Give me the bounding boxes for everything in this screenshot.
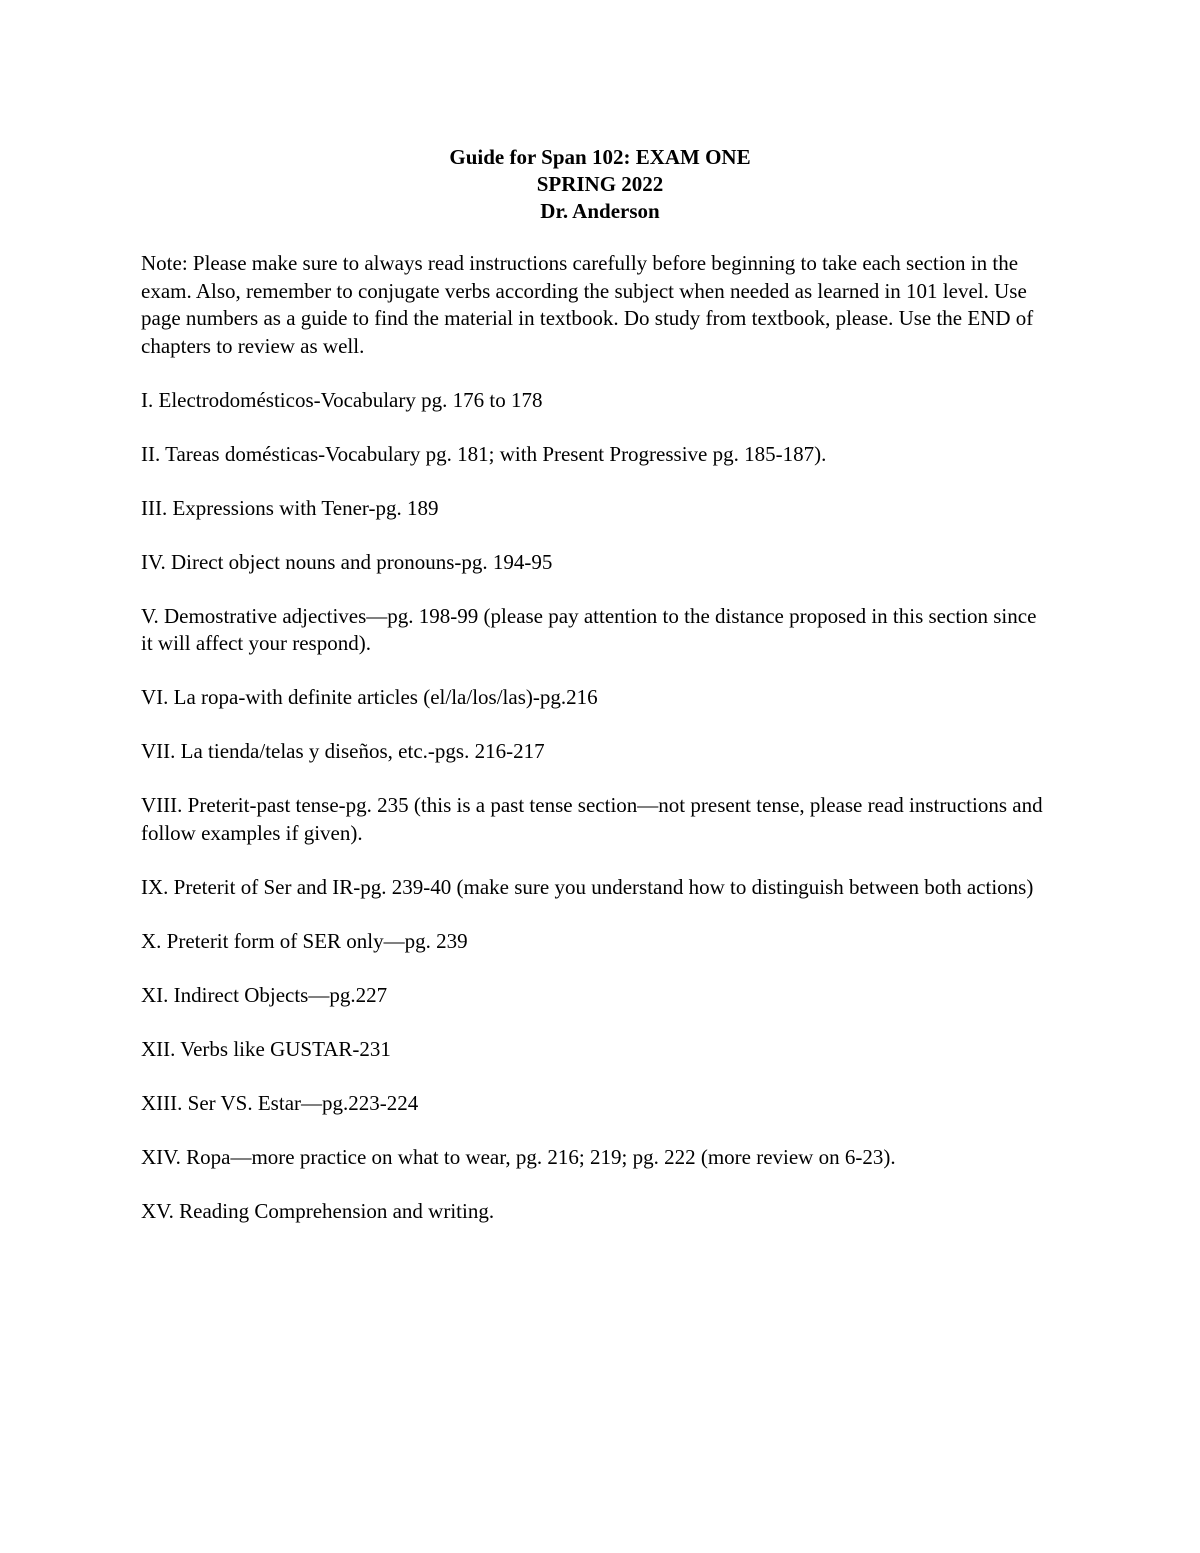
topic-item: XV. Reading Comprehension and writing. [141, 1198, 495, 1223]
document-header [0, 144, 1200, 225]
topic-item: V. Demostrative adjectives—pg. 198-99 (please pay attention to the distance proposed in this section since it will affect your respond). [141, 603, 1037, 655]
instructor-name: Dr. Anderson [540, 199, 660, 223]
topic-item: XIII. Ser VS. Estar—pg.223-224 [141, 1090, 419, 1115]
topic-item: VII. La tienda/telas y diseños, etc.-pgs. 216-217 [141, 739, 545, 763]
topic-item: IV. Direct object nouns and pronouns-pg. 194-95 [141, 549, 553, 574]
topic-item: III. Expressions with Tener-pg. 189 [141, 495, 439, 520]
topic-item: VIII. Preterit-past tense-pg. 235 (this is a past tense section—not present tense, please read instructions and follow examples if given). [141, 793, 1043, 845]
topic-item: II. Tareas domésticas-Vocabulary pg. 181; with Present Progressive pg. 185-187). [141, 441, 827, 466]
topic-item: XII. Verbs like GUSTAR-231 [141, 1036, 391, 1061]
topic-item: IX. Preterit of Ser and IR-pg. 239-40 (make sure you understand how to distinguish between both actions) [141, 874, 1034, 899]
topic-item: X. Preterit form of SER only—pg. 239 [141, 928, 468, 953]
topic-item: VI. La ropa-with definite articles (el/la/los/las)-pg.216 [141, 685, 598, 709]
exam-title: Guide for Span 102: EXAM ONE [449, 145, 751, 169]
topic-item: I. Electrodomésticos-Vocabulary pg. 176 to 178 [141, 387, 543, 412]
note-paragraph: Note: Please make sure to always read instructions carefully before beginning to take each section in the exam. Also, remember to conjugate verbs according the subject when needed as learned in 101 level. Use page numbers as a guide to find the material in textbook. Do study from textbook, please. Use the END of chapters to review as well. [141, 251, 1034, 358]
semester: SPRING 2022 [536, 172, 664, 196]
topic-item: XIV. Ropa—more practice on what to wear, pg. 216; 219; pg. 222 (more review on 6-23). [141, 1144, 896, 1169]
topic-item: XI. Indirect Objects—pg.227 [141, 982, 388, 1007]
document-body [141, 250, 1046, 1252]
